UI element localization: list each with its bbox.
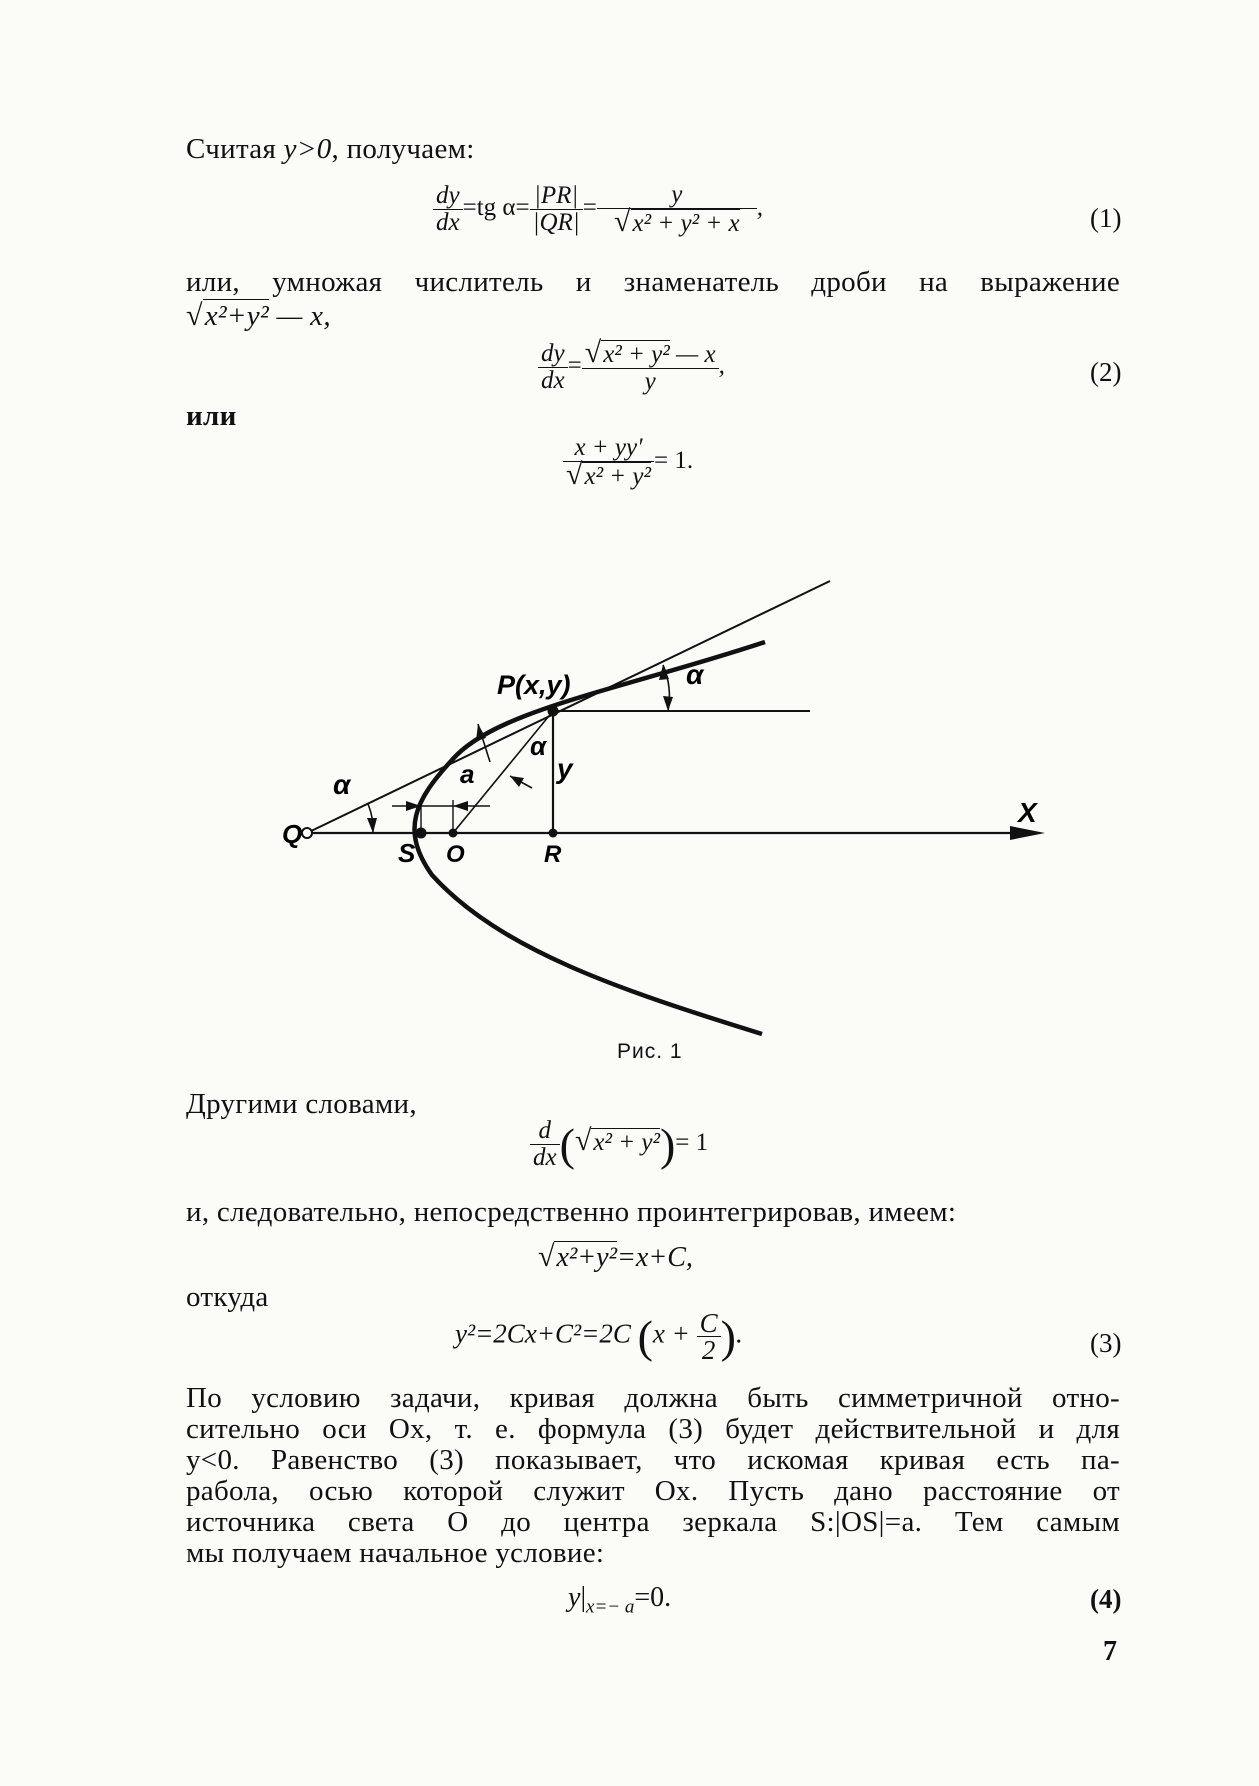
label-y: y — [557, 753, 573, 784]
eq1-tg: =tg α= — [462, 194, 530, 222]
eq2-lhs-fraction: $\frac{dy}{dx}$ — [538, 341, 568, 394]
label-o: O — [446, 841, 465, 868]
eq5-inner: x + — [652, 1318, 690, 1349]
eq2b-rhs: = 1. — [654, 447, 694, 475]
angle-arrow-q — [367, 818, 377, 833]
point-p — [548, 706, 559, 717]
equation-4: √x²+y²=x+C, — [538, 1240, 693, 1273]
eq2-comma: , — [718, 352, 725, 380]
eq6-rhs: =0. — [634, 1582, 672, 1613]
eq1-lhs-fraction: $\frac{dy}{dx}$ — [433, 183, 463, 236]
para1-radicand: x²+y² — [204, 300, 269, 332]
eq5-lhs: y²=2Cx+C²=2C — [455, 1318, 631, 1349]
eq5-period: . — [735, 1318, 743, 1349]
eq2b-fraction: $\frac{x + yy'}{\text{√x² + y²}}$ — [563, 435, 654, 490]
reflection-arrow-2 — [510, 776, 524, 787]
para1-line2: √x²+y² — x, — [186, 299, 331, 332]
equation-6: $y|_{x=- a}=0$. — [568, 1582, 672, 1618]
x-axis-arrowhead — [1010, 826, 1045, 840]
parabola-curve — [415, 642, 765, 1034]
eq1-comma: , — [756, 194, 764, 222]
eq2-equals: = — [567, 352, 582, 380]
eq3-rhs: = 1 — [675, 1129, 709, 1157]
eq1-equals: = — [582, 194, 597, 222]
eq1-rhs-fraction: $\frac{y}{\text{√x² + y² + x}}$ — [597, 182, 757, 237]
para5-line2: сительно оси Ox, т. е. формула (3) будет действительной и для — [186, 1413, 1120, 1445]
eq4-radicand: x²+y² — [556, 1242, 618, 1273]
para3: и, следовательно, непосредственно проинтегрировав, имеем: — [186, 1196, 957, 1228]
page-number: 7 — [1103, 1636, 1117, 1667]
label-r: R — [544, 841, 562, 868]
distance-a-arrow-right — [453, 801, 468, 811]
point-r — [549, 829, 558, 838]
intro-text: Считая — [186, 133, 284, 165]
para5-line3: y<0. Равенство (3) показывает, что искомая кривая есть па- — [186, 1444, 1120, 1476]
para5-line4: рабола, осью которой служит Ox. Пусть дано расстояние от — [186, 1475, 1120, 1507]
eq4-rhs: =x+C, — [617, 1242, 693, 1273]
tangent-line — [307, 581, 830, 833]
equation-5: y²=2Cx+C²=2C (x + $\frac{C}{2}$ ). — [455, 1308, 743, 1365]
or-word: или — [186, 400, 237, 432]
intro-math: y>0 — [283, 133, 332, 165]
label-x: X — [1018, 797, 1037, 828]
label-q: Q — [282, 819, 303, 849]
eq3-derivative: $\frac{d}{dx}$ — [530, 1118, 560, 1171]
eq2-rhs-fraction: $\frac{\text{√x² + y² — x}}{y}$ — [582, 340, 719, 395]
eq6-lhs: y — [568, 1582, 581, 1613]
para2: Другими словами, — [186, 1088, 417, 1120]
para5-line6: мы получаем начальное условие: — [186, 1537, 605, 1569]
para5-line5: источника света O до центра зеркала S:|OS|=a. Тем самым — [186, 1506, 1120, 1538]
label-alpha-q: α — [333, 769, 351, 800]
eq2-number: (2) — [1090, 357, 1122, 387]
eq1-mid-fraction: $\frac{|PR|}{|QR|}$ — [530, 183, 583, 236]
label-a: a — [460, 759, 475, 789]
point-q — [302, 828, 312, 838]
intro-text-end: , получаем: — [331, 133, 475, 165]
eq6-number: (4) — [1090, 1584, 1122, 1614]
eq5-fraction: $\frac{C}{2}$ — [697, 1310, 721, 1363]
eq1-number: (1) — [1090, 203, 1122, 233]
eq5-number: (3) — [1090, 1328, 1122, 1358]
label-s: S — [398, 838, 416, 868]
eq6-subscript: x=− a — [586, 1596, 635, 1618]
eq3-radicand: x² + y² — [593, 1129, 660, 1157]
para1-line1: или, умножая числитель и знаменатель дроби на выражение — [186, 266, 1120, 298]
label-alpha-right: α — [686, 659, 704, 690]
figure-caption: Рис. 1 — [617, 1040, 683, 1063]
label-p: P(x,y) — [497, 670, 571, 700]
angle-arrow-right-bottom — [663, 696, 673, 711]
para1-tail: — x, — [276, 300, 331, 332]
label-alpha-p: α — [530, 731, 547, 761]
para4: откуда — [186, 1281, 269, 1313]
equation-3: $\frac{d}{dx}$ (√x² + y²)= 1 — [530, 1118, 708, 1171]
para5-line1: По условию задачи, кривая должна быть симметричной отно- — [186, 1382, 1120, 1414]
